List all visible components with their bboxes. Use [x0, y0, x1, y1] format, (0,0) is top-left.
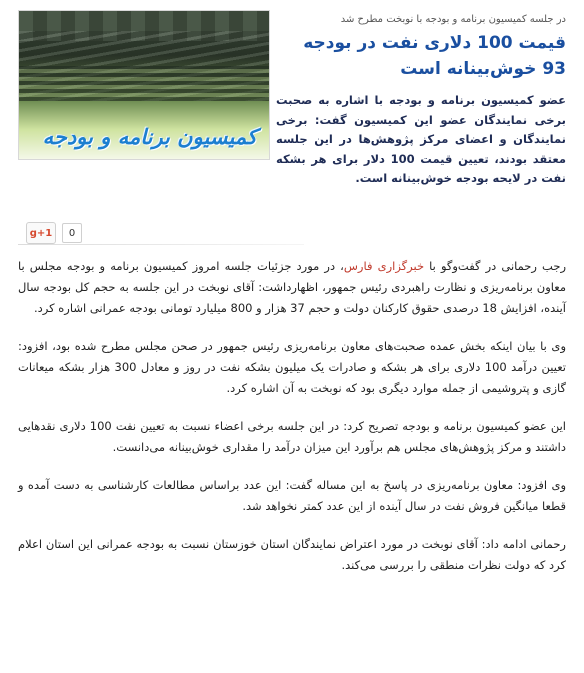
- paragraph-5: رحمانی ادامه داد: آقای نوبخت در مورد اعتراض نمایندگان استان خوزستان نسبت به بودجه عمرانی این استان اعلام کرد که دولت نظرات منطقی را بررسی می‌کند.: [18, 537, 566, 572]
- divider: [18, 244, 304, 245]
- lead-image: [18, 10, 270, 160]
- share-count: 0: [62, 223, 82, 243]
- image-seats: [19, 66, 269, 101]
- share-bar: [26, 222, 82, 244]
- google-plus-button[interactable]: g+1: [26, 222, 56, 244]
- source-link[interactable]: خبرگزاری فارس: [343, 259, 425, 273]
- paragraph-3: این عضو کمیسیون برنامه و بودجه تصریح کرد: در این جلسه برخی اعضاء نسبت به تعیین نفت 100 دلاری نقدهایی داشتند و مرکز پژوهش‌های مجلس هم برآورد این میزان درآمد را مقداری خوش‌بینانه می‌دانست.: [18, 419, 566, 454]
- image-logo-text: کمیسیون برنامه و بودجه: [42, 125, 257, 149]
- article-subtitle: در جلسه کمیسیون برنامه و بودجه با نوبخت مطرح شد: [340, 14, 566, 25]
- article-summary: عضو کمیسیون برنامه و بودجه با اشاره به صحبت برخی نمایندگان عضو این کمیسیون گفت: برخی نمایندگان و اعضای مرکز پژوهش‌ها در این جلسه معتقد بودند، تعیین قیمت 100 دلار برای هر بشکه نفت در لایحه بودجه خوش‌بینانه است.: [276, 93, 566, 185]
- article-body: [18, 256, 566, 593]
- paragraph-4: وی افزود: معاون برنامه‌ریزی در پاسخ به این مساله گفت: این عدد براساس مطالعات کارشناسی به دست آمده و قطعا میانگین فروش نفت در سال آینده از این عدد کمتر نخواهد شد.: [18, 478, 566, 513]
- paragraph-2: وی با بیان اینکه بخش عمده صحبت‌های معاون برنامه‌ریزی رئیس جمهور در صحن مجلس مطرح شده بود، افزود: تعیین درآمد 100 دلاری برای هر بشکه و صادرات یک میلیون بشکه نفت در روز و معادل 300 هزار بشکه میعانات گازی و پتروشیمی از جمله موارد دیگری بود که نوبخت به آن اشاره کرد.: [18, 339, 566, 395]
- paragraph-1: رجب رحمانی در گفت‌وگو با خبرگزاری فارس، در مورد جزئیات جلسه امروز کمیسیون برنامه و بودجه مجلس با معاون برنامه‌ریزی و نظارت راهبردی رئیس جمهور، اظهارداشت: آقای نوبخت در این جلسه به حجم کل بودجه سال آینده، افزایش 18 درصدی حقوق کارکنان دولت و حجم 37 هزار و 800 میلیارد تومانی بودجه عمرانی اشاره کرد.: [18, 259, 567, 315]
- article-title: قیمت 100 دلاری نفت در بودجه 93 خوش‌بینانه است: [303, 33, 566, 79]
